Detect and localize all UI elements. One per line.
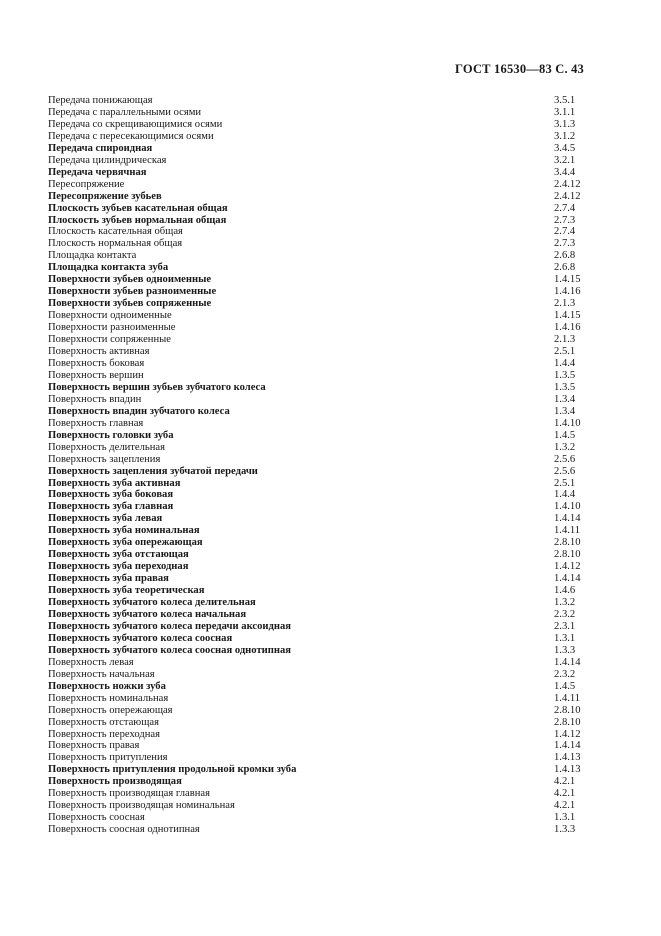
index-term: Поверхность впадин зубчатого колеса <box>48 405 230 417</box>
index-entry <box>48 179 608 191</box>
index-ref: 3.1.3 <box>554 118 576 130</box>
index-entry <box>48 203 608 215</box>
index-entry <box>48 693 608 705</box>
index-term: Поверхность соосная <box>48 812 145 824</box>
index-entry <box>48 215 608 227</box>
index-entry <box>48 95 608 107</box>
index-entry <box>48 406 608 418</box>
index-term: Поверхность начальная <box>48 668 155 680</box>
index-ref: 3.2.1 <box>554 154 576 166</box>
index-ref: 3.1.1 <box>554 106 576 118</box>
index-ref: 3.4.5 <box>554 142 576 154</box>
index-ref: 1.3.3 <box>554 644 576 656</box>
index-ref: 1.4.15 <box>554 274 581 286</box>
index-ref: 2.8.10 <box>554 537 581 549</box>
index-ref: 1.4.14 <box>554 573 581 585</box>
index-entry <box>48 573 608 585</box>
index-ref: 2.8.10 <box>554 716 581 728</box>
index-entry <box>48 430 608 442</box>
index-ref: 2.3.1 <box>554 620 576 632</box>
index-ref: 4.2.1 <box>554 788 576 800</box>
index-term: Поверхность зубчатого колеса делительная <box>48 597 256 609</box>
index-entry <box>48 334 608 346</box>
index-entry <box>48 346 608 358</box>
index-entry <box>48 489 608 501</box>
index-ref: 1.4.4 <box>554 489 576 501</box>
index-entry <box>48 298 608 310</box>
index-term: Поверхность делительная <box>48 441 165 453</box>
index-entry <box>48 669 608 681</box>
index-term: Поверхность зуба боковая <box>48 489 174 501</box>
index-entry <box>48 478 608 490</box>
index-entry <box>48 597 608 609</box>
index-ref: 1.4.14 <box>554 656 581 668</box>
index-term: Передача спироидная <box>48 142 153 154</box>
index-term: Поверхность зацепления зубчатой передачи <box>48 465 258 477</box>
index-ref: 1.3.1 <box>554 632 576 644</box>
index-term: Поверхность отстающая <box>48 716 159 728</box>
index-entry <box>48 466 608 478</box>
index-entry <box>48 537 608 549</box>
index-entry <box>48 525 608 537</box>
index-ref: 1.3.5 <box>554 381 576 393</box>
index-term: Поверхности сопряженные <box>48 334 171 346</box>
index-entry <box>48 645 608 657</box>
index-term: Передача с параллельными осями <box>48 106 202 118</box>
index-ref: 1.4.10 <box>554 501 581 513</box>
index-entry <box>48 549 608 561</box>
index-entry <box>48 191 608 203</box>
index-ref: 1.4.16 <box>554 286 581 298</box>
index-entry <box>48 681 608 693</box>
index-term: Передача понижающая <box>48 95 153 106</box>
index-term: Поверхности зубьев разноименные <box>48 286 217 298</box>
index-term: Поверхность зубчатого колеса соосная <box>48 632 233 644</box>
index-entry <box>48 155 608 167</box>
index-entry <box>48 107 608 119</box>
index-ref: 2.8.10 <box>554 704 581 716</box>
index-ref: 1.3.1 <box>554 812 576 824</box>
index-term: Плоскость нормальная общая <box>48 238 183 250</box>
index-term: Плоскость касательная общая <box>48 226 183 238</box>
index-term: Поверхность главная <box>48 417 144 429</box>
index-ref: 2.4.12 <box>554 178 581 190</box>
index-entry <box>48 657 608 669</box>
index-ref: 1.4.10 <box>554 417 581 429</box>
index-term: Поверхность производящая номинальная <box>48 800 235 812</box>
index-term: Плоскость зубьев нормальная общая <box>48 214 227 226</box>
index-entry <box>48 501 608 513</box>
index-term: Поверхность впадин <box>48 393 142 405</box>
index-term: Поверхность левая <box>48 656 134 668</box>
index-ref: 1.4.13 <box>554 752 581 764</box>
index-term: Поверхность номинальная <box>48 692 169 704</box>
index-entry <box>48 800 608 812</box>
index-entry <box>48 740 608 752</box>
term-index-list <box>48 95 608 836</box>
index-ref: 1.4.11 <box>554 525 581 537</box>
index-term: Поверхность зуба номинальная <box>48 525 200 537</box>
index-term: Поверхность зуба переходная <box>48 561 189 573</box>
index-entry <box>48 131 608 143</box>
index-term: Передача с пересекающимися осями <box>48 130 214 142</box>
index-ref: 2.5.6 <box>554 453 576 465</box>
index-ref: 2.5.1 <box>554 346 576 358</box>
index-ref: 3.4.4 <box>554 166 576 178</box>
index-term: Поверхность ножки зуба <box>48 680 166 692</box>
index-ref: 2.5.6 <box>554 465 576 477</box>
index-term: Передача червячная <box>48 166 147 178</box>
index-ref: 1.4.4 <box>554 357 576 369</box>
index-term: Поверхность зуба отстающая <box>48 549 189 561</box>
index-entry <box>48 119 608 131</box>
index-entry <box>48 358 608 370</box>
index-term: Поверхность зуба левая <box>48 513 163 525</box>
index-term: Плоскость зубьев касательная общая <box>48 202 228 214</box>
index-ref: 1.4.14 <box>554 513 581 525</box>
index-entry <box>48 418 608 430</box>
index-term: Поверхности зубьев одноименные <box>48 274 212 286</box>
index-ref: 3.5.1 <box>554 95 576 106</box>
index-ref: 2.4.12 <box>554 190 581 202</box>
index-term: Поверхность притупления <box>48 752 168 764</box>
index-term: Поверхности зубьев сопряженные <box>48 298 212 310</box>
index-term: Поверхность зубчатого колеса передачи аксоидная <box>48 620 291 632</box>
index-ref: 2.7.4 <box>554 202 576 214</box>
index-entry <box>48 752 608 764</box>
index-term: Поверхность зуба теоретическая <box>48 585 205 597</box>
index-term: Поверхность производящая главная <box>48 788 210 800</box>
index-term: Поверхность правая <box>48 740 140 752</box>
index-term: Поверхности разноименные <box>48 322 176 334</box>
index-ref: 2.3.2 <box>554 608 576 620</box>
index-ref: 2.7.4 <box>554 226 576 238</box>
index-entry <box>48 776 608 788</box>
index-entry <box>48 250 608 262</box>
index-entry <box>48 394 608 406</box>
index-entry <box>48 454 608 466</box>
index-term: Поверхность зуба активная <box>48 477 181 489</box>
index-term: Поверхность опережающая <box>48 704 173 716</box>
index-ref: 4.2.1 <box>554 776 576 788</box>
index-term: Поверхность зуба главная <box>48 501 174 513</box>
index-term: Площадка контакта <box>48 250 137 262</box>
index-term: Поверхность притупления продольной кромки зуба <box>48 764 297 776</box>
index-ref: 1.4.5 <box>554 680 576 692</box>
page-header: ГОСТ 16530—83 С. 43 <box>455 62 584 76</box>
index-ref: 1.4.12 <box>554 728 581 740</box>
index-ref: 2.7.3 <box>554 238 576 250</box>
index-entry <box>48 633 608 645</box>
index-ref: 2.5.1 <box>554 477 576 489</box>
index-term: Поверхность соосная однотипная <box>48 824 200 836</box>
index-entry <box>48 717 608 729</box>
index-ref: 2.3.2 <box>554 668 576 680</box>
index-ref: 1.4.5 <box>554 429 576 441</box>
index-entry <box>48 286 608 298</box>
index-ref: 1.3.2 <box>554 441 576 453</box>
index-term: Площадка контакта зуба <box>48 262 169 274</box>
index-ref: 1.4.6 <box>554 585 576 597</box>
index-term: Поверхность производящая <box>48 776 182 788</box>
index-ref: 1.3.4 <box>554 393 576 405</box>
index-entry <box>48 561 608 573</box>
index-entry <box>48 824 608 836</box>
index-entry <box>48 167 608 179</box>
index-term: Поверхность вершин зубьев зубчатого колеса <box>48 381 266 393</box>
index-entry <box>48 705 608 717</box>
index-ref: 1.4.11 <box>554 692 581 704</box>
index-entry <box>48 788 608 800</box>
index-entry <box>48 585 608 597</box>
index-term: Поверхность переходная <box>48 728 160 740</box>
index-entry <box>48 310 608 322</box>
index-ref: 2.8.10 <box>554 549 581 561</box>
index-entry <box>48 143 608 155</box>
index-ref: 2.1.3 <box>554 298 576 310</box>
index-entry <box>48 274 608 286</box>
index-term: Поверхность зуба опережающая <box>48 537 203 549</box>
index-term: Поверхность зуба правая <box>48 573 169 585</box>
index-entry <box>48 238 608 250</box>
index-term: Поверхность активная <box>48 346 150 358</box>
index-ref: 2.6.8 <box>554 262 576 274</box>
index-term: Пересопряжение зубьев <box>48 190 162 202</box>
index-ref: 1.4.14 <box>554 740 581 752</box>
index-ref: 1.3.3 <box>554 824 576 836</box>
index-ref: 2.7.3 <box>554 214 576 226</box>
index-ref: 2.1.3 <box>554 334 576 346</box>
index-entry <box>48 370 608 382</box>
index-entry <box>48 621 608 633</box>
index-term: Поверхность зубчатого колеса начальная <box>48 608 247 620</box>
index-ref: 1.3.5 <box>554 369 576 381</box>
index-term: Пересопряжение <box>48 178 125 190</box>
index-ref: 1.4.12 <box>554 561 581 573</box>
index-term: Поверхности одноименные <box>48 310 172 322</box>
index-ref: 1.4.16 <box>554 322 581 334</box>
index-entry <box>48 812 608 824</box>
index-entry <box>48 442 608 454</box>
index-entry <box>48 609 608 621</box>
index-entry <box>48 226 608 238</box>
index-entry <box>48 262 608 274</box>
index-entry <box>48 764 608 776</box>
index-term: Передача цилиндрическая <box>48 154 167 166</box>
index-entry <box>48 322 608 334</box>
index-entry <box>48 729 608 741</box>
index-ref: 2.6.8 <box>554 250 576 262</box>
index-ref: 1.4.15 <box>554 310 581 322</box>
index-term: Поверхность вершин <box>48 369 144 381</box>
index-term: Передача со скрещивающимися осями <box>48 118 223 130</box>
index-ref: 4.2.1 <box>554 800 576 812</box>
index-term: Поверхность зацепления <box>48 453 161 465</box>
index-term: Поверхность боковая <box>48 357 145 369</box>
index-entry <box>48 513 608 525</box>
index-term: Поверхность зубчатого колеса соосная однотипная <box>48 644 291 656</box>
index-ref: 1.4.13 <box>554 764 581 776</box>
index-ref: 1.3.4 <box>554 405 576 417</box>
index-entry <box>48 382 608 394</box>
index-ref: 1.3.2 <box>554 597 576 609</box>
index-term: Поверхность головки зуба <box>48 429 174 441</box>
index-ref: 3.1.2 <box>554 130 576 142</box>
